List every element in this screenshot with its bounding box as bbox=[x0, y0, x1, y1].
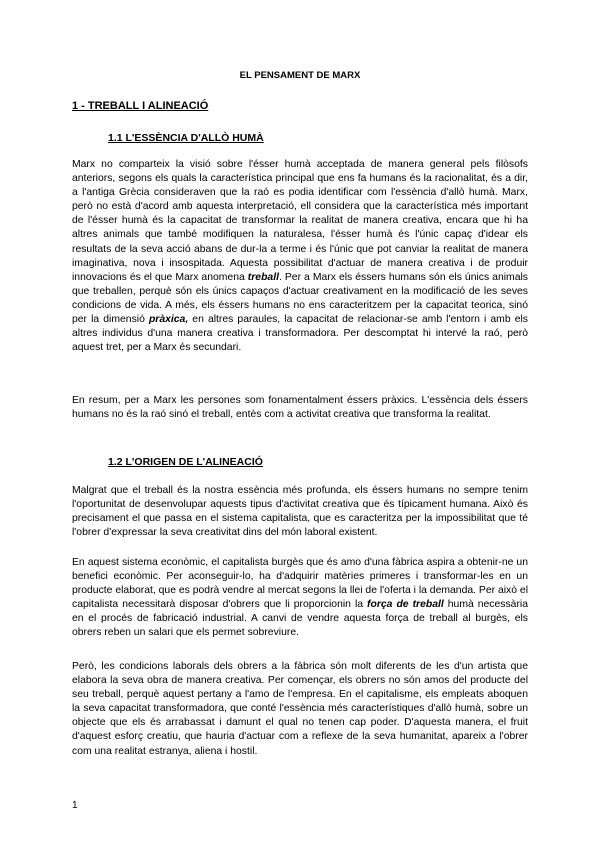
section-heading: 1 - TREBALL I ALINEACIÓ bbox=[72, 100, 209, 112]
paragraph-2: En resum, per a Marx les persones som fonamentalment éssers pràxics. L'essència dels éssers humans no és la raó sinó el treball, entès com a activitat creativa que transforma la realitat. bbox=[72, 395, 528, 421]
paragraph-1-text-c: en altres paraules, la capacitat de relacionar-se amb l'entorn i amb els altres individus d'una manera creativa i transformadora. Per descomptat hi intervé la raó, però aquest tret, per a Marx és secundari. bbox=[72, 314, 528, 354]
paragraph-1 bbox=[72, 158, 528, 355]
term-treball: treball bbox=[247, 271, 279, 283]
page-number: 1 bbox=[72, 800, 78, 811]
paragraph-4-text-b: humà necessària en el procés de fabricació industrial. A canvi de vendre aquesta força de treball al burgès, els obrers reben un salari que els permet sobreviure. bbox=[72, 599, 529, 639]
paragraph-4 bbox=[72, 556, 528, 641]
subsection-heading-essencia: 1.1 L'ESSÈNCIA D'ALLÒ HUMÀ bbox=[108, 132, 264, 144]
term-forca-de-treball: força de treball bbox=[367, 599, 444, 611]
paragraph-1-text-a: Marx no comparteix la visió sobre l'ésser humà acceptada de manera general pels filòsofs anteriors, segons els quals la característica principal que ens fa humans és la racionalitat, és a dir, a l'antiga Grècia consideraven que la raó es podia identificar com l'essència d'allò humà. Marx, però no està d'acord amb aquesta interpretació, ell considera que la característica més important de l'ésser humà és la capacitat de transformar la realitat de manera creativa, encara que hi ha altres animals que també modifiquen la naturalesa, l'ésser humà és l'únic capaç d'idear els resultats de la seva acció abans de dur-la a terme i és l'únic que pot canviar la realitat de manera imaginativa, nova i insospitada. Aquesta possibilitat d'actuar de manera creativa i de produir innovacions és el que Marx anomena bbox=[72, 159, 528, 283]
term-praxica: pràxica, bbox=[148, 314, 189, 326]
subsection-heading-origen: 1.2 L'ORIGEN DE L'ALINEACIÓ bbox=[108, 456, 263, 468]
paragraph-1-text-b: . Per a Marx els éssers humans són els únics animals que treballen, perquè són els únics capaços d'actuar creativament en la modificació de les seves condicions de vida. A més, els éssers humans no ens caracteritzem per la capacitat teorica, sinó per la dimensió bbox=[72, 271, 528, 326]
paragraph-3: Malgrat que el treball és la nostra essència més profunda, els éssers humans no sempre tenim l'oportunitat de desenvolupar aquests tipus d'activitat creativa que és típicament humana. Això és precisament el que passa en el sistema capitalista, que es caracteritza per la impossibilitat que té l'obrer d'expressar la seva creativitat dins del món laboral existent. bbox=[72, 485, 528, 539]
document-title: EL PENSAMENT DE MARX bbox=[239, 70, 361, 81]
paragraph-4-text-a: En aquest sistema econòmic, el capitalista burgès que és amo d'una fàbrica aspira a obtenir-ne un benefici econòmic. Per aconseguir-lo, ha d'adquirir matèries primeres i transformar-les en un producte elaborat, que es podrà vendre al mercat segons la llei de l'oferta i la demanda. Per això el capitalista necessitarà disposar d'obrers que li proporcionin la bbox=[72, 557, 528, 611]
paragraph-5: Però, les condicions laborals dels obrers a la fàbrica són molt diferents de les d'un artista que elabora la seva obra de manera creativa. Per començar, els obrers no són amos del producte del seu treball, perquè aquest pertany a l'amo de l'empresa. En el capitalisme, els empleats aboquen la seva capacitat transformadora, que conté l'essència més característiques d'allò humà, sobre un objecte que els és arrabassat i damunt el qual no tenen cap poder. D'aquesta manera, el fruit d'aquest esforç creatiu, que hauria d'actuar com a reflexe de la seva humanitat, apareix a l'obrer com una realitat estranya, aliena i hostil. bbox=[72, 661, 528, 757]
